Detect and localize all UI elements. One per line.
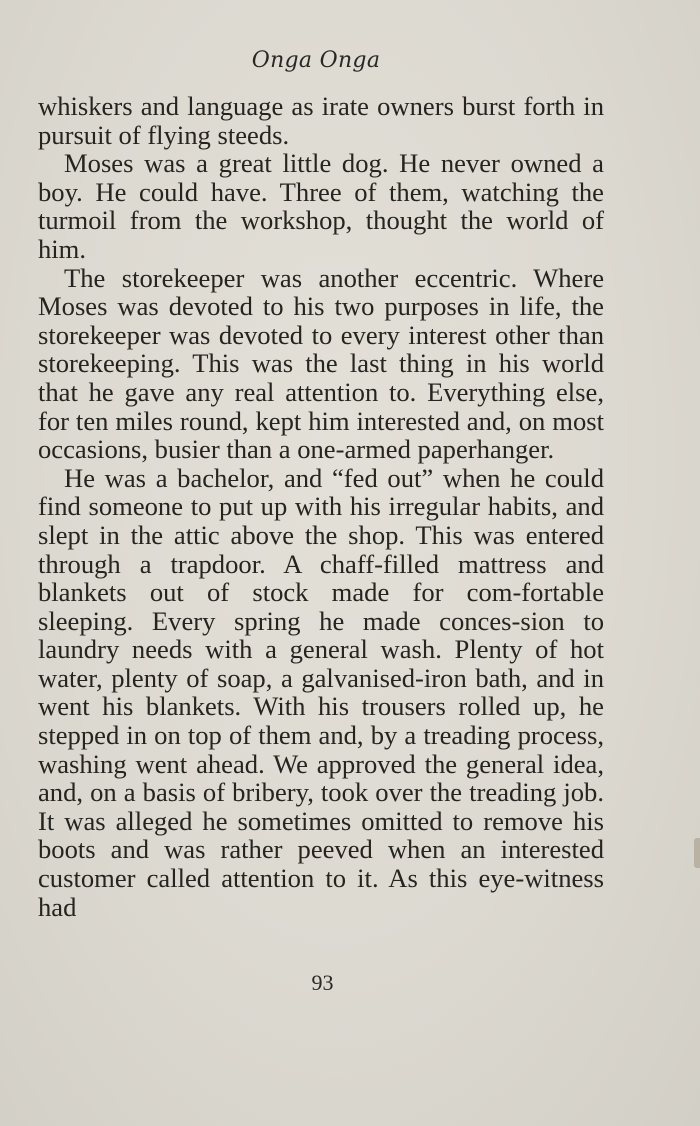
paragraph-storekeeper: The storekeeper was another eccentric. Where Moses was devoted to his two purposes in life, the storekeeper was devoted to every interest other than storekeeping. This was the last thing in his world that he gave any real attention to. Everything else, for ten miles round, kept him interested and, on most occasions, busier than a one-armed paperhanger. — [38, 262, 604, 465]
body-text — [38, 92, 604, 921]
running-head: Onga Onga — [251, 48, 381, 73]
paragraph-moses: Moses was a great little dog. He never owned a boy. He could have. Three of them, watching the turmoil from the workshop, thought the world of him. — [38, 148, 604, 264]
paragraph-continued: whiskers and language as irate owners burst forth in pursuit of flying steeds. — [38, 91, 604, 150]
page-number: 93 — [311, 970, 334, 995]
paragraph-bachelor: He was a bachelor, and “fed out” when he could find someone to put up with his irregular habits, and slept in the attic above the shop. This was entered through a trapdoor. A chaff-filled mattress and blankets out of stock made for com-fortable sleeping. Every spring he made conces-sion to laundry needs with a general wash. Plenty of hot water, plenty of soap, a galvanised-iron bath, and in went his blankets. With his trousers rolled up, he stepped in on top of them and, by a treading process, washing went ahead. We approved the general idea, and, on a basis of bribery, took over the treading job. It was alleged he sometimes omitted to remove his boots and was rather peeved when an interested customer called attention to it. As this eye-witness had — [38, 462, 604, 922]
page-edge-mark — [694, 838, 700, 868]
